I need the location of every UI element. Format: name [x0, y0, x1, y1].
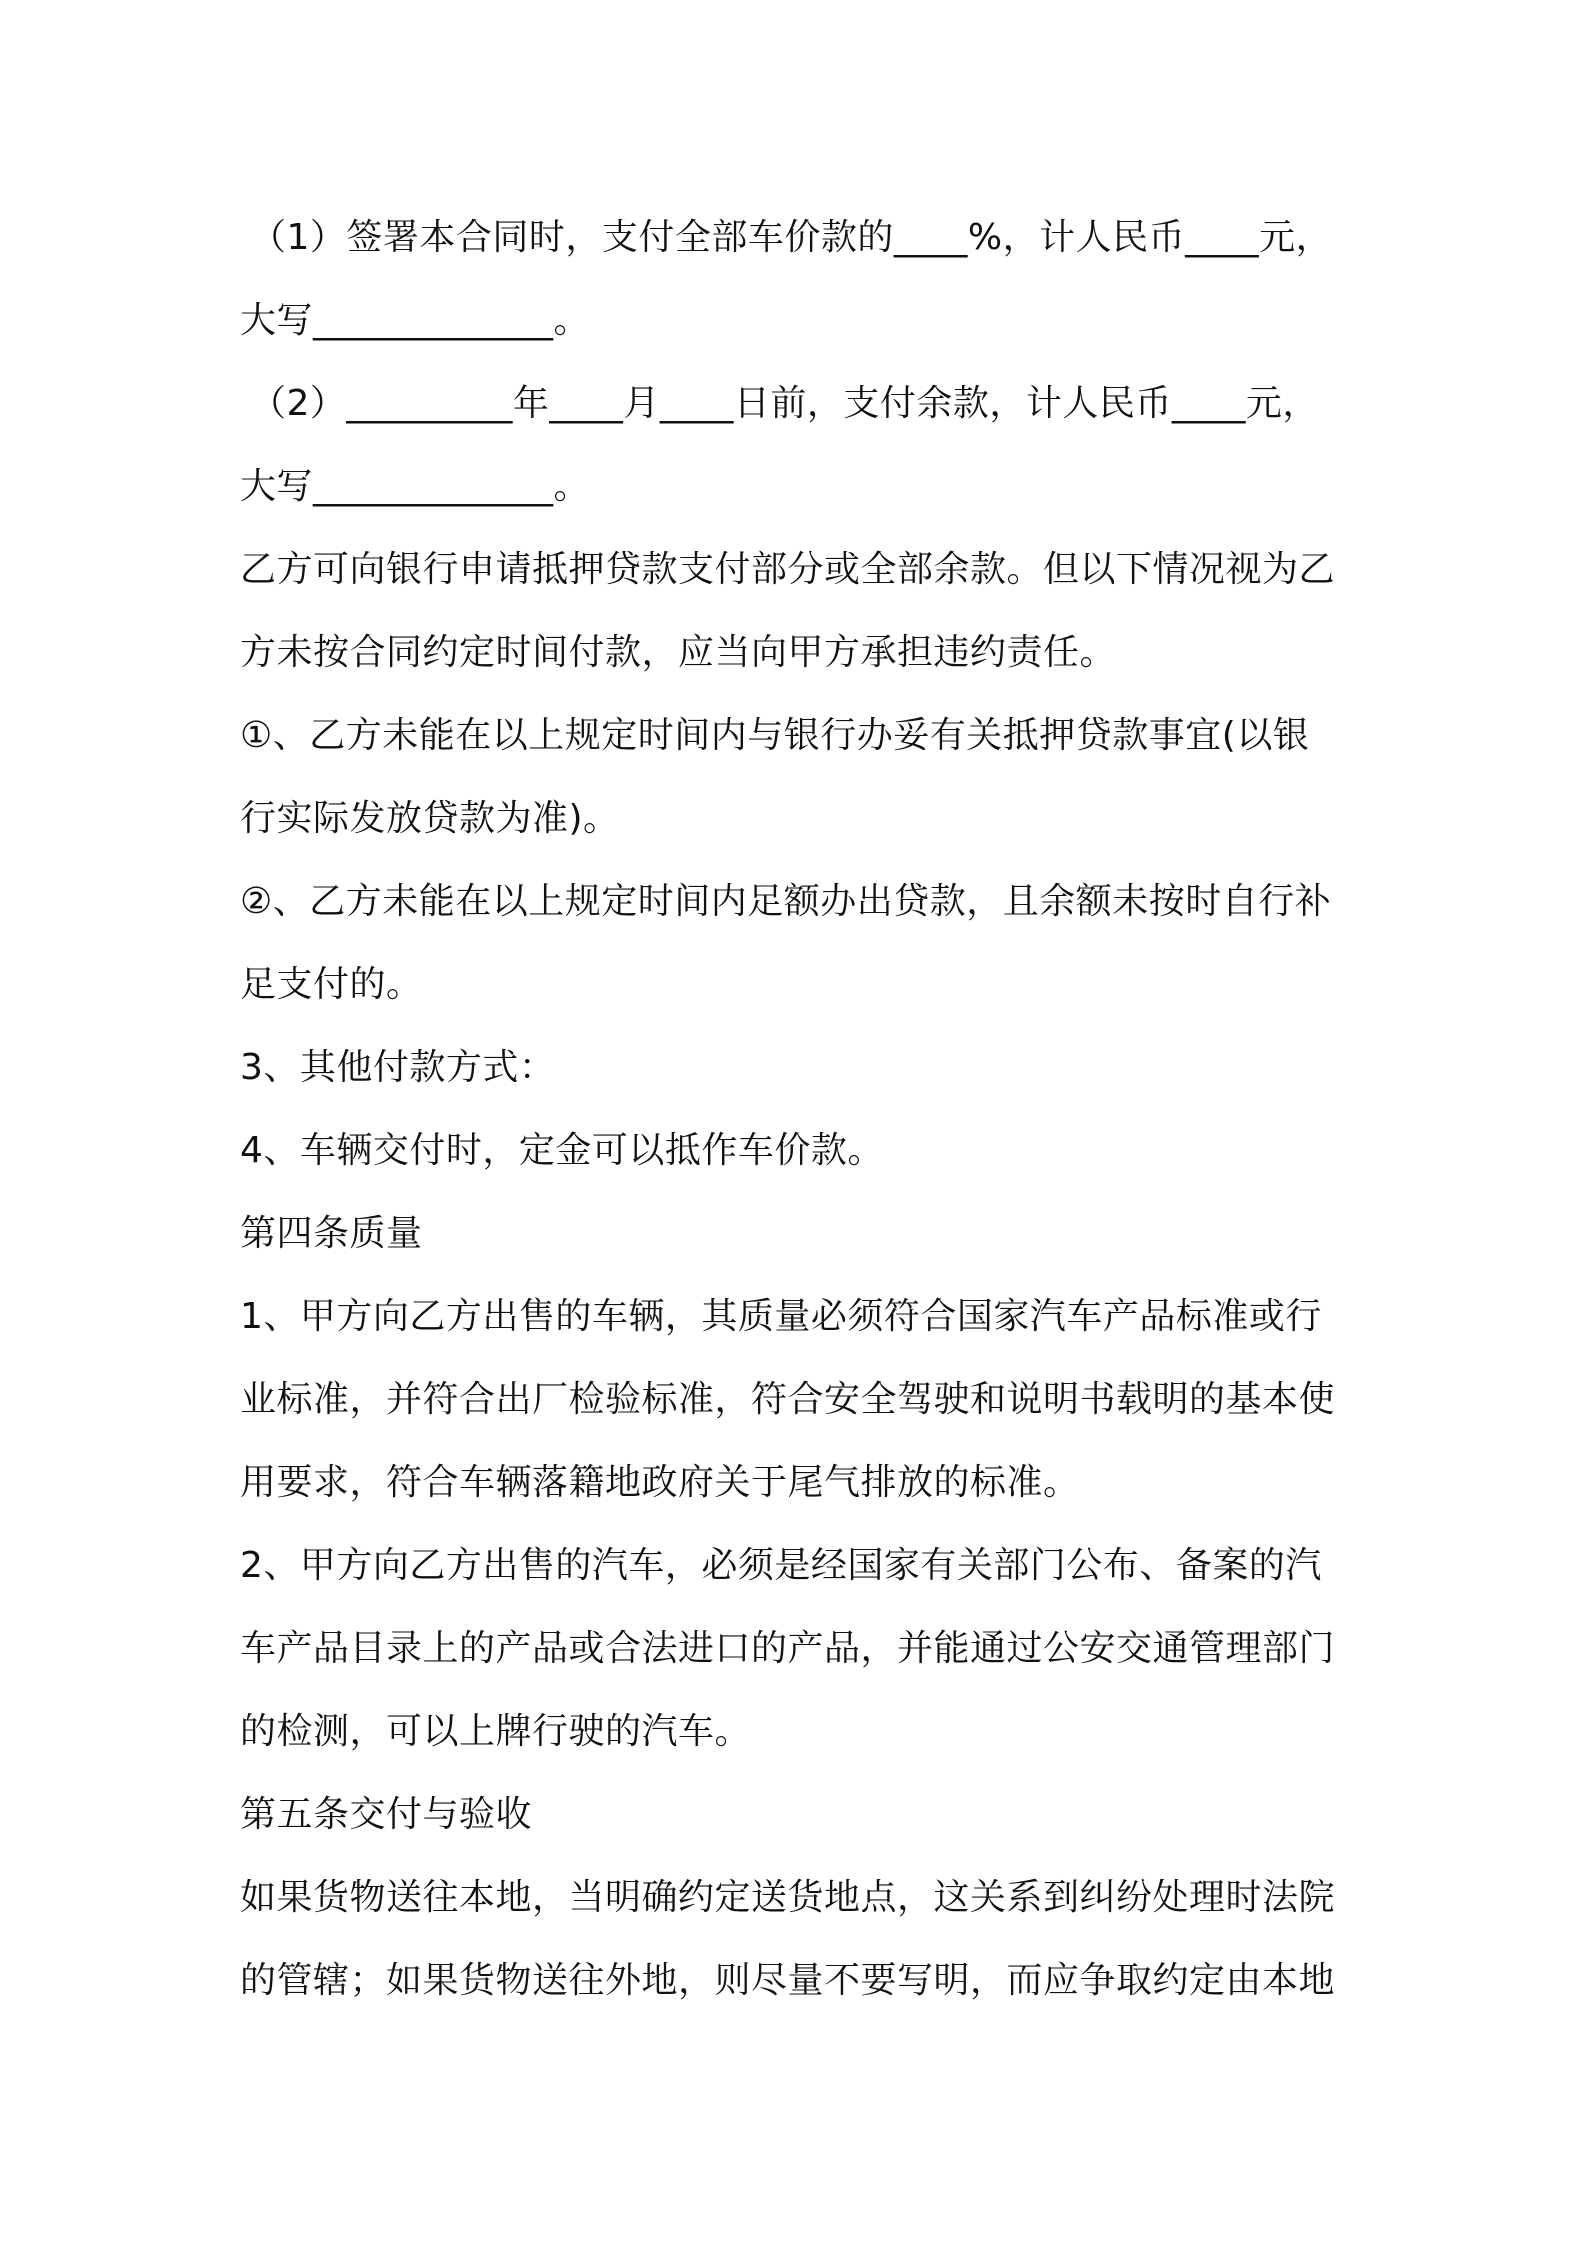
payment-clause-2-amount-words: 大写_____________。 — [240, 466, 591, 507]
deposit-offset-clause: 4、车辆交付时，定金可以抵作车价款。 — [240, 1130, 884, 1171]
mortgage-loan-paragraph-line-2: 方未按合同约定时间付款，应当向甲方承担违约责任。 — [240, 632, 1117, 673]
quality-clause-2-line-1: 2、甲方向乙方出售的汽车，必须是经国家有关部门公布、备案的汽 — [240, 1545, 1322, 1586]
breach-item-2-line-1: ②、乙方未能在以上规定时间内足额办出贷款，且余额未按时自行补 — [240, 881, 1332, 922]
delivery-note-line-1: 如果货物送往本地，当明确约定送货地点，这关系到纠纷处理时法院 — [240, 1877, 1336, 1918]
breach-item-1-line-2: 行实际发放贷款为准)。 — [240, 798, 620, 839]
quality-clause-1-line-1: 1、甲方向乙方出售的车辆，其质量必须符合国家汽车产品标准或行 — [240, 1296, 1322, 1337]
mortgage-loan-paragraph-line-1: 乙方可向银行申请抵押贷款支付部分或全部余款。但以下情况视为乙 — [240, 549, 1336, 590]
payment-clause-2-line: （2）_________年____月____日前，支付余款，计人民币____元， — [250, 383, 1319, 424]
delivery-note-line-2: 的管辖；如果货物送往外地，则尽量不要写明，而应争取约定由本地 — [240, 1960, 1336, 2001]
quality-clause-2-line-2: 车产品目录上的产品或合法进口的产品，并能通过公安交通管理部门 — [240, 1628, 1336, 1669]
quality-clause-2-line-3: 的检测，可以上牌行驶的汽车。 — [240, 1711, 752, 1752]
document-body — [240, 196, 1360, 2022]
quality-clause-1-line-2: 业标准，并符合出厂检验标准，符合安全驾驶和说明书载明的基本使 — [240, 1379, 1336, 1420]
payment-clause-1-line: （1）签署本合同时，支付全部车价款的____%，计人民币____元， — [250, 217, 1333, 258]
other-payment-methods: 3、其他付款方式： — [240, 1047, 556, 1088]
breach-item-2-line-2: 足支付的。 — [240, 964, 423, 1005]
breach-item-1-line-1: ①、乙方未能在以上规定时间内与银行办妥有关抵押贷款事宜(以银 — [240, 715, 1310, 756]
section-four-heading: 第四条质量 — [240, 1213, 423, 1254]
payment-clause-1-amount-words: 大写_____________。 — [240, 300, 591, 341]
quality-clause-1-line-3: 用要求，符合车辆落籍地政府关于尾气排放的标准。 — [240, 1462, 1080, 1503]
section-five-heading: 第五条交付与验收 — [240, 1794, 533, 1835]
